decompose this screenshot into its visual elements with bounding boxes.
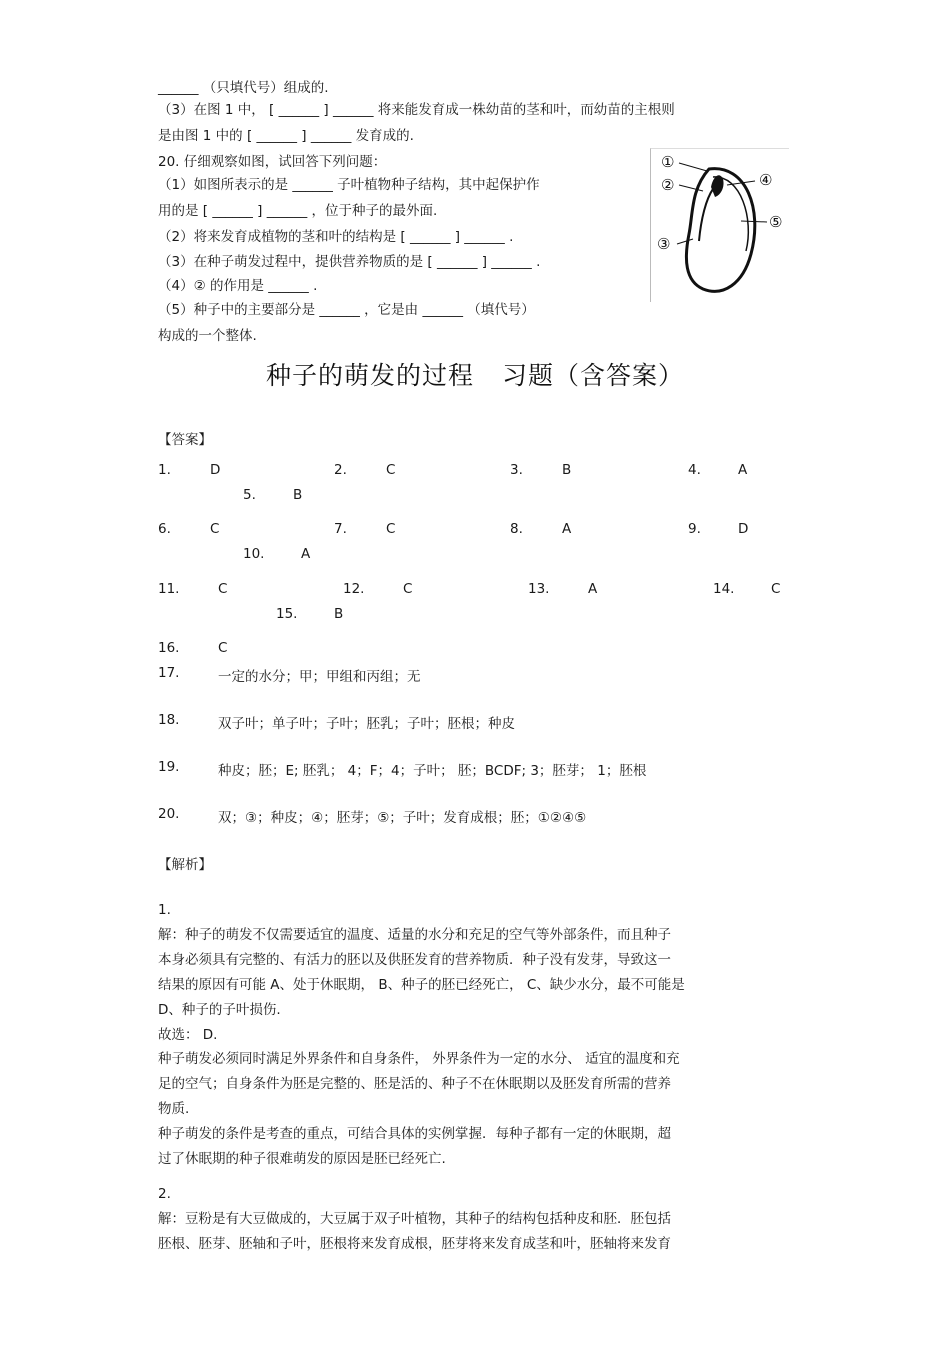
analysis-line: 种子萌发必须同时满足外界条件和自身条件， 外界条件为一定的水分、 适宜的温度和充 <box>158 1051 680 1067</box>
answer-number: 6. <box>158 521 171 537</box>
question-line: 用的是 [ ______ ] ______ ，位于种子的最外面. <box>158 203 438 219</box>
answer-number: 5. <box>243 487 256 503</box>
answer-number: 14. <box>713 581 735 597</box>
answer-value: 种皮；胚；E; 胚乳； 4；F；4；子叶； 胚；BCDF; 3；胚芽； 1；胚根 <box>218 763 647 779</box>
answer-number: 2. <box>334 462 347 478</box>
answer-value: D <box>210 462 221 478</box>
answer-value: A <box>738 462 748 478</box>
answer-value: 双；③；种皮；④；胚芽；⑤；子叶；发育成根；胚；①②④⑤ <box>218 810 587 826</box>
figure-label-1: ① <box>661 153 675 171</box>
answer-value: C <box>771 581 781 597</box>
answer-item <box>158 759 647 779</box>
title-main: 种子的萌发的过程 <box>265 361 474 390</box>
answer-value: C <box>386 462 396 478</box>
answer-item <box>528 581 598 597</box>
answer-number: 16. <box>158 640 180 656</box>
answer-value: D <box>738 521 749 537</box>
question-line: （3）在图 1 中， [ ______ ] ______ 将来能发育成一株幼苗的茎和叶，而幼苗的主根则 <box>158 102 675 118</box>
analysis-line: 2. <box>158 1186 171 1202</box>
answer-value: A <box>588 581 598 597</box>
answer-number: 18. <box>158 712 180 728</box>
radicle <box>699 189 713 241</box>
question-line: （5）种子中的主要部分是 ______ ，它是由 ______ （填代号） <box>158 302 535 318</box>
analysis-line: 1. <box>158 902 171 918</box>
answer-value: 一定的水分；甲；甲组和丙组；无 <box>218 669 421 685</box>
answer-item <box>334 462 396 478</box>
answer-value: B <box>293 487 303 503</box>
title-sub: 习题（含答案） <box>502 361 685 390</box>
answer-number: 1. <box>158 462 171 478</box>
analysis-line: 足的空气；自身条件为胚是完整的、胚是活的、种子不在休眠期以及胚发育所需的营养 <box>158 1076 671 1092</box>
answer-item <box>688 521 749 537</box>
seed-structure-figure <box>650 148 789 302</box>
answer-value: 双子叶；单子叶；子叶；胚乳；子叶；胚根；种皮 <box>218 716 515 732</box>
answer-heading: 【答案】 <box>158 432 212 448</box>
question-line: （2）将来发育成植物的茎和叶的结构是 [ ______ ] ______ . <box>158 229 514 245</box>
analysis-line: 解：种子的萌发不仅需要适宜的温度、适量的水分和充足的空气等外部条件，而且种子 <box>158 927 671 943</box>
question-line: （4）② 的作用是 ______ . <box>158 278 318 294</box>
analysis-line: 胚根、胚芽、胚轴和子叶，胚根将来发育成根，胚芽将来发育成茎和叶，胚轴将来发育 <box>158 1236 671 1252</box>
figure-label-2: ② <box>661 176 675 194</box>
answer-item <box>334 521 396 537</box>
answer-value: C <box>218 581 228 597</box>
answer-item <box>510 462 572 478</box>
question-line: 构成的一个整体. <box>158 328 257 344</box>
answer-item <box>510 521 572 537</box>
answer-number: 17. <box>158 665 180 681</box>
answer-item <box>688 462 748 478</box>
answer-number: 11. <box>158 581 180 597</box>
figure-label-5: ⑤ <box>769 213 783 231</box>
answer-number: 10. <box>243 546 265 562</box>
answer-item <box>343 581 413 597</box>
analysis-line: 故选： D. <box>158 1027 218 1043</box>
answer-item <box>158 712 515 732</box>
question-line: ______ （只填代号）组成的. <box>158 80 329 96</box>
analysis-heading: 【解析】 <box>158 857 212 873</box>
analysis-line: 过了休眠期的种子很难萌发的原因是胚已经死亡. <box>158 1151 446 1167</box>
answer-item <box>158 581 228 597</box>
answer-value: A <box>301 546 311 562</box>
answer-item <box>158 806 587 826</box>
answer-number: 20. <box>158 806 180 822</box>
question-line: （3）在种子萌发过程中，提供营养物质的是 [ ______ ] ______ . <box>158 254 541 270</box>
answer-item <box>158 640 228 656</box>
analysis-line: D、种子的子叶损伤. <box>158 1002 281 1018</box>
answer-value: C <box>403 581 413 597</box>
answer-item <box>243 546 311 562</box>
answer-item <box>158 462 221 478</box>
answer-item <box>158 665 421 685</box>
answer-number: 13. <box>528 581 550 597</box>
analysis-line: 本身必须具有完整的、有活力的胚以及供胚发育的营养物质．种子没有发芽，导致这一 <box>158 952 671 968</box>
page-title <box>0 356 950 392</box>
answer-number: 19. <box>158 759 180 775</box>
answer-value: C <box>386 521 396 537</box>
plumule <box>711 175 724 197</box>
answer-number: 7. <box>334 521 347 537</box>
question-line: 20. 仔细观察如图，试回答下列问题： <box>158 154 387 170</box>
figure-label-3: ③ <box>657 235 671 253</box>
analysis-line: 解：豆粉是有大豆做成的，大豆属于双子叶植物，其种子的结构包括种皮和胚．胚包括 <box>158 1211 671 1227</box>
answer-value: C <box>210 521 220 537</box>
answer-value: C <box>218 640 228 656</box>
question-line: （1）如图所表示的是 ______ 子叶植物种子结构，其中起保护作 <box>158 177 540 193</box>
answer-number: 12. <box>343 581 365 597</box>
answer-value: B <box>334 606 344 622</box>
answer-value: B <box>562 462 572 478</box>
answer-number: 15. <box>276 606 298 622</box>
answer-item <box>243 487 303 503</box>
answer-item <box>158 521 220 537</box>
seed-diagram <box>651 149 789 302</box>
analysis-line: 结果的原因有可能 A、处于休眠期， B、种子的胚已经死亡， C、缺少水分，最不可能是 <box>158 977 685 993</box>
answer-number: 9. <box>688 521 701 537</box>
figure-label-4: ④ <box>759 171 773 189</box>
answer-value: A <box>562 521 572 537</box>
analysis-line: 种子萌发的条件是考查的重点，可结合具体的实例掌握．每种子都有一定的休眠期，超 <box>158 1126 671 1142</box>
answer-number: 4. <box>688 462 701 478</box>
answer-number: 8. <box>510 521 523 537</box>
answer-item <box>713 581 781 597</box>
answer-item <box>276 606 344 622</box>
question-line: 是由图 1 中的 [ ______ ] ______ 发育成的. <box>158 128 414 144</box>
answer-number: 3. <box>510 462 523 478</box>
analysis-line: 物质. <box>158 1101 190 1117</box>
